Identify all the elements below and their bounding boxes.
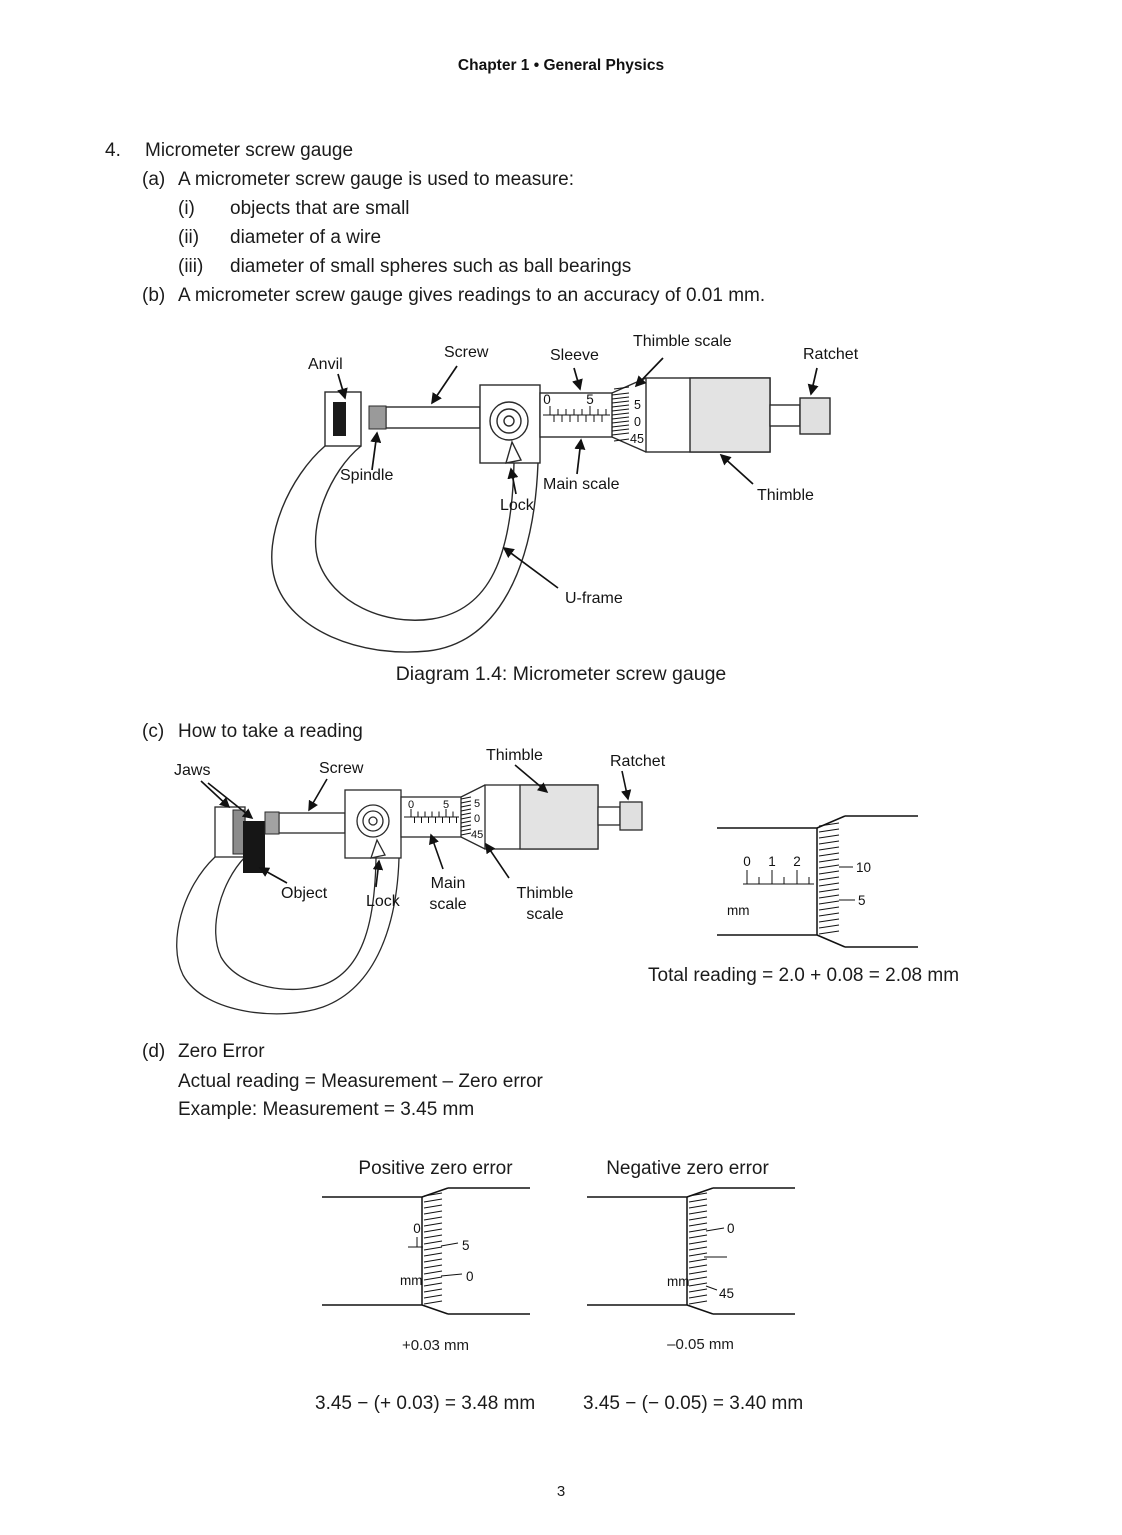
item-a-label: (a)	[142, 169, 166, 190]
label-spindle: Spindle	[340, 467, 394, 484]
label-sleeve: Sleeve	[550, 347, 599, 364]
ratchet-arrow	[811, 368, 817, 394]
item-a-ii-text: diameter of a wire	[230, 227, 382, 248]
screw-shaft	[279, 813, 345, 833]
d1-main-scale-5: 5	[586, 392, 594, 407]
label-u-frame: U-frame	[565, 590, 623, 607]
reading-thimble-10: 10	[856, 860, 872, 875]
reading-tick-0: 0	[743, 854, 751, 869]
d1-main-scale-0: 0	[543, 392, 551, 407]
label-ratchet: Ratchet	[610, 753, 666, 770]
item-c-label: (c)	[142, 721, 165, 742]
leader-45	[706, 1286, 717, 1290]
label-screw: Screw	[444, 344, 489, 361]
reading-tick-1: 1	[768, 854, 776, 869]
spindle-jaw	[265, 812, 279, 834]
screw-arrow	[309, 779, 327, 810]
label-object: Object	[281, 885, 328, 902]
thimble-grip	[520, 785, 598, 849]
ratchet-arrow	[622, 771, 628, 799]
item-b-row	[142, 285, 765, 307]
reading-closeup-diagram	[713, 810, 928, 955]
pos-thimble-5: 5	[462, 1238, 470, 1253]
positive-zero-error-title: Positive zero error	[358, 1158, 513, 1179]
datum-mark	[408, 1237, 423, 1247]
label-thimble-scale-line1: Thimble	[516, 885, 574, 902]
positive-zero-error-svg	[318, 1186, 553, 1328]
negative-zero-error-equation: 3.45 − (− 0.05) = 3.40 mm	[583, 1393, 804, 1414]
thimble-scale-hatches	[461, 797, 471, 835]
reading-mm-label: mm	[727, 903, 750, 918]
item-a-ii-label: (ii)	[178, 227, 200, 248]
total-reading-text: Total reading = 2.0 + 0.08 = 2.08 mm	[648, 965, 960, 986]
d2-thimble-0: 0	[474, 813, 481, 825]
sleeve-outline-bottom	[717, 935, 918, 947]
zero-error-example: Example: Measurement = 3.45 mm	[178, 1099, 475, 1120]
item-a-iii-label: (iii)	[178, 256, 204, 277]
pos-thimble-0: 0	[466, 1269, 474, 1284]
mm-ticks-major	[747, 870, 797, 884]
d2-thimble-5: 5	[474, 798, 481, 810]
micrometer-diagram-1	[250, 328, 890, 660]
neg-mm-label: mm	[667, 1274, 690, 1289]
ratchet-knob	[620, 802, 642, 830]
label-main-scale-line2: scale	[429, 896, 467, 913]
spindle-arrow	[372, 433, 377, 470]
d1-thimble-0: 0	[634, 415, 641, 429]
negative-zero-error-title: Negative zero error	[606, 1158, 769, 1179]
thimble-hatches	[689, 1193, 707, 1304]
d2-thimble-45: 45	[471, 829, 484, 841]
ratchet-stem	[770, 405, 800, 426]
label-lock: Lock	[500, 497, 534, 514]
label-main-scale-line1: Main	[430, 875, 466, 892]
d2-main-scale-5: 5	[442, 799, 450, 811]
reading-closeup-svg	[713, 810, 928, 955]
sleeve-arrow	[574, 368, 580, 389]
screw-shaft	[386, 407, 480, 428]
sleeve-outline-top	[717, 816, 918, 828]
item-a-i-label: (i)	[178, 198, 195, 219]
item-a-text: A micrometer screw gauge is used to measure:	[178, 169, 575, 190]
diagram-1-4-caption: Diagram 1.4: Micrometer screw gauge	[395, 663, 727, 685]
item-d-row	[142, 1041, 265, 1063]
label-thimble-scale: Thimble scale	[633, 333, 732, 350]
thimble-hatches	[424, 1193, 442, 1304]
label-ratchet: Ratchet	[803, 346, 859, 363]
item-d-title: Zero Error	[178, 1041, 265, 1062]
main-scale-arrow	[577, 440, 581, 474]
zero-error-formula: Actual reading = Measurement – Zero error	[178, 1071, 543, 1092]
screw-arrow	[432, 366, 457, 403]
object-arrow	[260, 868, 287, 883]
d2-main-scale-0: 0	[407, 799, 415, 811]
item-a-row	[142, 169, 574, 191]
spindle-block	[369, 406, 386, 429]
pos-mm-label: mm	[400, 1273, 423, 1288]
label-thimble-scale	[510, 883, 580, 925]
thimble-arrow	[721, 455, 753, 484]
page-number: 3	[556, 1483, 566, 1500]
leader-5	[441, 1243, 458, 1246]
positive-zero-error-diagram	[318, 1186, 553, 1328]
positive-zero-error-value: +0.03 mm	[401, 1337, 470, 1354]
main-scale-arrow	[431, 835, 443, 869]
u-frame-inner-curve	[216, 857, 376, 989]
item-d-label: (d)	[142, 1041, 166, 1062]
u-frame-arrow	[504, 548, 558, 588]
label-thimble: Thimble	[757, 487, 814, 504]
object-block	[243, 821, 265, 873]
micrometer-diagram-2	[165, 745, 685, 1030]
positive-zero-error-equation: 3.45 − (+ 0.03) = 3.48 mm	[315, 1393, 536, 1414]
item-a-iii-text: diameter of small spheres such as ball bearings	[230, 256, 632, 277]
item-c-title: How to take a reading	[178, 721, 363, 742]
item-a-i-row	[178, 198, 410, 220]
thimble-scale-hatches	[612, 387, 629, 441]
lock-knob-outer	[357, 805, 389, 837]
label-lock: Lock	[366, 893, 400, 910]
label-anvil: Anvil	[308, 356, 343, 373]
label-thimble-scale-line2: scale	[526, 906, 564, 923]
section-4-row	[105, 140, 353, 162]
pos-main-zero: 0	[413, 1221, 421, 1236]
leader-0	[441, 1274, 462, 1276]
chapter-header: Chapter 1 • General Physics	[457, 57, 665, 74]
item-a-iii-row	[178, 256, 631, 278]
item-b-text: A micrometer screw gauge gives readings to an accuracy of 0.01 mm.	[178, 285, 766, 306]
ratchet-knob	[800, 398, 830, 434]
negative-zero-error-svg	[583, 1186, 818, 1328]
u-frame-outer-curve	[272, 446, 538, 652]
reading-thimble-5: 5	[858, 893, 866, 908]
leader-0	[706, 1228, 724, 1231]
outline-bottom	[587, 1305, 795, 1314]
outline-bottom	[322, 1305, 530, 1314]
negative-zero-error-diagram	[583, 1186, 818, 1328]
anvil-block	[333, 402, 346, 436]
d1-thimble-5: 5	[634, 398, 641, 412]
label-screw: Screw	[319, 760, 364, 777]
neg-thimble-0: 0	[727, 1221, 735, 1236]
label-jaws: Jaws	[174, 762, 211, 779]
label-main-scale: Main scale	[543, 476, 620, 493]
ratchet-stem	[598, 807, 620, 825]
neg-thimble-45: 45	[719, 1286, 735, 1301]
section-number: 4.	[105, 140, 121, 161]
label-main-scale	[418, 873, 478, 915]
negative-zero-error-value: –0.05 mm	[667, 1336, 734, 1353]
item-b-label: (b)	[142, 285, 166, 306]
section-title: Micrometer screw gauge	[145, 140, 354, 161]
item-c-row	[142, 721, 363, 743]
jaws-arrow-1	[201, 781, 229, 807]
mm-ticks-minor	[759, 877, 809, 884]
thimble-hatches	[819, 823, 839, 934]
item-a-ii-row	[178, 227, 381, 249]
thimble-grip	[690, 378, 770, 452]
item-a-i-text: objects that are small	[230, 198, 410, 219]
lock-knob-outer	[490, 402, 528, 440]
reading-tick-2: 2	[793, 854, 801, 869]
d1-thimble-45: 45	[630, 432, 644, 446]
label-thimble: Thimble	[486, 747, 543, 764]
